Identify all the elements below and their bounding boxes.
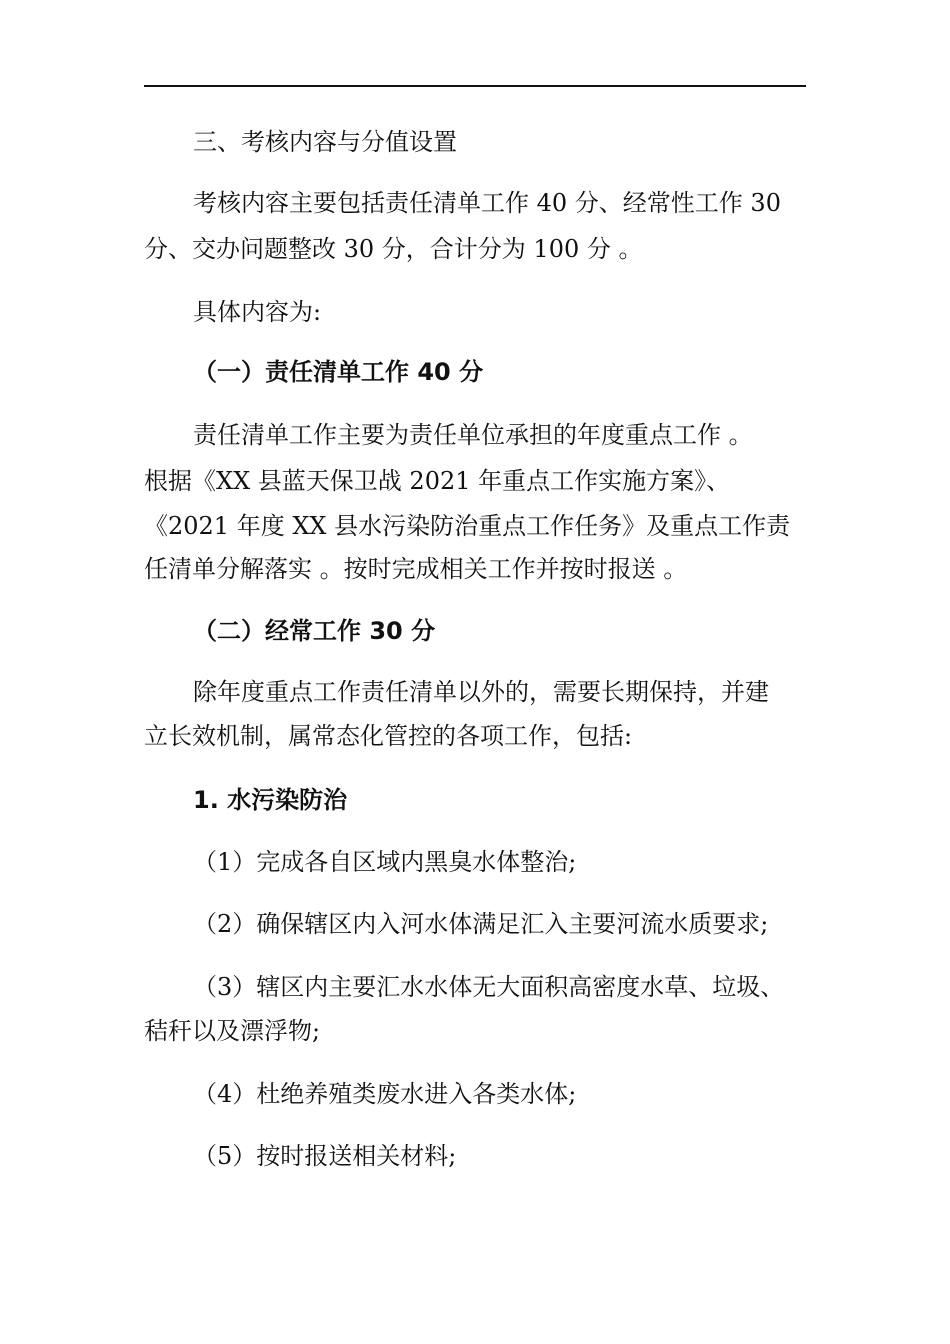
part1-line-4: 任清单分解落实 。按时完成相关工作并按时报送 。 xyxy=(144,555,688,583)
intro-line-1: 考核内容主要包括责任清单工作 40 分、经常性工作 30 xyxy=(193,189,781,217)
list-item: （3）辖区内主要汇水水体无大面积高密度水草、垃圾、 xyxy=(193,973,785,1001)
water-heading: 1. 水污染防治 xyxy=(193,786,348,814)
part1-heading: （一）责任清单工作 40 分 xyxy=(193,358,484,386)
header-rule xyxy=(144,85,806,87)
section-title: 三、考核内容与分值设置 xyxy=(193,128,457,156)
list-item: （4）杜绝养殖类废水进入各类水体; xyxy=(193,1080,577,1108)
part2-line-1: 除年度重点工作责任清单以外的，需要长期保持，并建 xyxy=(193,678,769,706)
list-item: （1）完成各自区域内黑臭水体整治; xyxy=(193,848,577,876)
part2-line-2: 立长效机制，属常态化管控的各项工作，包括: xyxy=(144,722,633,750)
part1-line-3: 《2021 年度 XX 县水污染防治重点工作任务》及重点工作责 xyxy=(144,512,791,540)
part1-line-1: 责任清单工作主要为责任单位承担的年度重点工作 。 xyxy=(193,421,753,449)
list-item: （5）按时报送相关材料; xyxy=(193,1142,457,1170)
part1-line-2: 根据《XX 县蓝天保卫战 2021 年重点工作实施方案》、 xyxy=(144,467,731,495)
list-item: 秸秆以及漂浮物; xyxy=(144,1017,321,1045)
content-label: 具体内容为: xyxy=(193,298,322,326)
intro-line-2: 分、交办问题整改 30 分，合计分为 100 分 。 xyxy=(144,235,643,263)
list-item: （2）确保辖区内入河水体满足汇入主要河流水质要求; xyxy=(193,910,769,938)
part2-heading: （二）经常工作 30 分 xyxy=(193,617,436,645)
